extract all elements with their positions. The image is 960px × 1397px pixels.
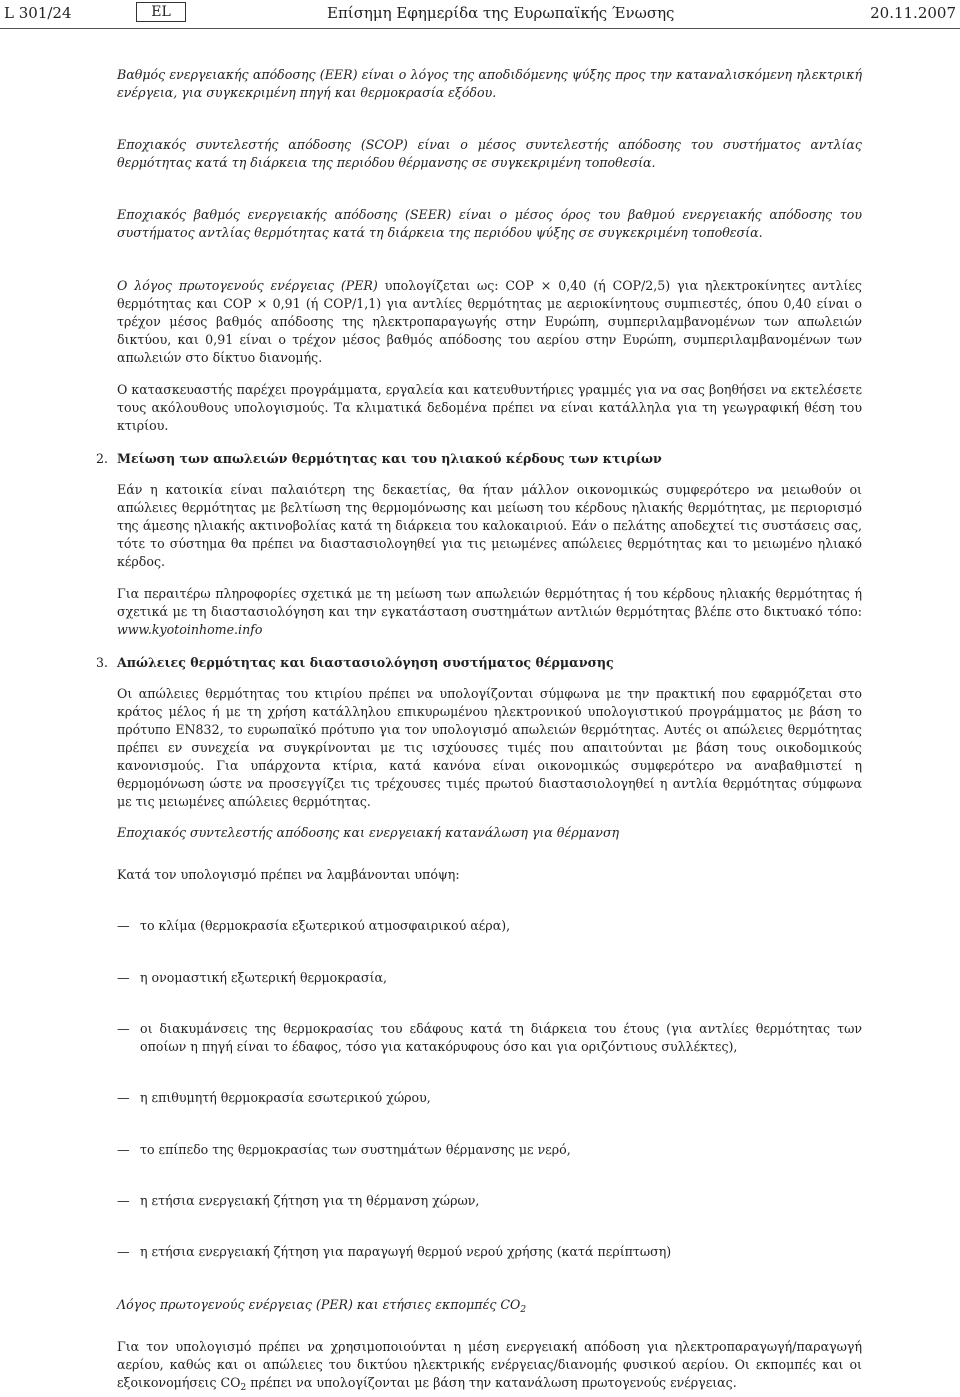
section-2-heading <box>96 450 862 468</box>
list-item: — η ονομαστική εξωτερική θερμοκρασία, <box>117 970 388 985</box>
list-item: — οι διακυμάνσεις της θερμοκρασίας του εδάφους κατά τη διάρκεια του έτους (για αντλίες θερμότητας των οποίων η πηγή είναι το έδαφος, τόσο για κατακόρυφους όσο και για οριζόντιους συλλέκτες), <box>117 1021 862 1054</box>
dash-bullet: — <box>117 1090 130 1105</box>
eer-definition: Βαθμός ενεργειακής απόδοσης (EER) είναι ο λόγος της αποδιδόμενης ψύξης προς την καταναλισκόμενη ηλεκτρική ενέργεια, για συγκεκριμένη πηγή και θερμοκρασία εξόδου. <box>117 67 862 100</box>
section-3-paragraph-1: Οι απώλειες θερμότητας του κτιρίου πρέπει να υπολογίζονται σύμφωνα με την πρακτική που εφαρμόζεται στο κράτος μέλος ή με τη χρήση κατάλληλου επικυρωμένου ηλεκτρονικού υπολογιστικού προγράμματος με βάση το πρότυπο EN832, το ευρωπαϊκό πρότυπο για τον υπολογισμό απωλειών θερμότητας. Αυτές οι απώλειες θερμότητας πρέπει εν συνεχεία να συγκρίνονται με τις ισχύουσες τιμές που απαιτούνται με βάση τους οικοδομικούς κανονισμούς. Για υπάρχοντα κτίρια, κατά κανόνα είναι οικονομικώς συμφερότερο να αναβαθμιστεί η θερμομόνωση ώστε να προσεγγίζει τις τρέχουσες τιμές πρωτού διαστασιολογηθεί η αντλία θερμότητας σύμφωνα με τις μειωμένες απώλειες θερμότητας. <box>117 686 862 809</box>
section-3-subheading-2: Λόγος πρωτογενούς ενέργειας (PER) και ετήσιες εκπομπές $CO_2$ <box>117 1297 527 1315</box>
section-2-paragraph-2-text: Για περαιτέρω πληροφορίες σχετικά με τη μείωση των απωλειών θερμότητας ή του κέρδους ηλιακής θερμότητας ή σχετικά με τη διαστασιολόγηση και την εγκατάσταση συστημάτων αντλιών θερμότητας βλέπε στο δικτυακό τόπο: <box>117 586 862 619</box>
dash-bullet: — <box>117 1142 130 1157</box>
page-reference: L 301/24 <box>4 4 72 22</box>
section-2-number: 2. <box>96 451 109 466</box>
section-2-title: Μείωση των απωλειών θερμότητας και του ηλιακού κέρδους των κτιρίων <box>117 451 662 466</box>
section-3-subheading-1: Εποχιακός συντελεστής απόδοσης και ενεργειακή κατανάλωση για θέρμανση <box>117 825 620 840</box>
publication-date: 20.11.2007 <box>870 4 956 22</box>
list-item: — η επιθυμητή θερμοκρασία εσωτερικού χώρου, <box>117 1090 431 1105</box>
header-divider <box>0 28 960 29</box>
seer-definition: Εποχιακός βαθμός ενεργειακής απόδοσης (SEER) είναι ο μέσος όρος του βαθμού ενεργειακής απόδοσης του συστήματος αντλίας θερμότητας κατά τη διάρκεια της περιόδου ψύξης σε συγκεκριμένη τοποθεσία. <box>117 207 862 240</box>
section-3-heading <box>96 654 862 672</box>
co2-subscript: 2 <box>240 1383 247 1393</box>
journal-title: Επίσημη Εφημερίδα της Ευρωπαϊκής Ένωσης <box>327 4 675 22</box>
dash-bullet: — <box>117 970 130 985</box>
dash-bullet: — <box>117 1021 130 1036</box>
per-text: υπολογίζεται ως: COP × 0,40 (ή COP/2,5) για ηλεκτροκίνητες αντλίες θερμότητας και COP × 0,91 (ή COP/1,1) για αντλίες θερμότητας με αεριοκίνητους συμπιεστές, όπου 0,40 είναι ο τρέχον μέσος βαθμός απόδοσης της ηλεκτροπαραγωγής στην Ευρώπη, συμπεριλαμβανομένων των απωλειών δικτύου, και 0,91 είναι ο τρέχον μέσος βαθμός απόδοσης του αερίου στην Ευρώπη, συμπεριλαμβανομένων των απωλειών στο δίκτυο διανομής. <box>117 278 862 365</box>
section-2-paragraph-1: Εάν η κατοικία είναι παλαιότερη της δεκαετίας, θα ήταν μάλλον οικονομικώς συμφερότερο να μειωθούν οι απώλειες θερμότητας με βελτίωση της θερμομόνωσης και μείωση του κέρδους ηλιακής θερμότητας, με περιορισμό της άμεσης ηλιακής ακτινοβολίας κατά τη διάρκεια του καλοκαιριού. Εάν ο πελάτης αποδεχτεί τις συστάσεις σας, τότε το σύστημα θα πρέπει να διαστασιολογηθεί για τις μειωμένες απώλειες θερμότητας και το μειωμένο ηλιακό κέρδος. <box>117 482 862 569</box>
section-2-paragraph-2 <box>117 585 862 639</box>
scop-definition: Εποχιακός συντελεστής απόδοσης (SCOP) είναι ο μέσος συντελεστής απόδοσης του συστήματος αντλίας θερμότητας κατά τη διάρκεια της περιόδου θέρμανσης σε συγκεκριμένη τοποθεσία. <box>117 137 862 170</box>
list-item: — το κλίμα (θερμοκρασία εξωτερικού ατμοσφαιρικού αέρα), <box>117 918 511 933</box>
co2-subscript: 2 <box>520 1305 527 1315</box>
per-label: Ο λόγος πρωτογενούς ενέργειας (PER) <box>117 278 378 293</box>
dash-bullet: — <box>117 1193 130 1208</box>
calculation-lead: Κατά τον υπολογισμό πρέπει να λαμβάνονται υπόψη: <box>117 867 460 882</box>
list-item: — το επίπεδο της θερμοκρασίας των συστημάτων θέρμανσης με νερό, <box>117 1142 571 1157</box>
list-item: — η ετήσια ενεργειακή ζήτηση για τη θέρμανση χώρων, <box>117 1193 480 1208</box>
list-item: — η ετήσια ενεργειακή ζήτηση για παραγωγή θερμού νερού χρήσης (κατά περίπτωση) <box>117 1244 672 1259</box>
dash-bullet: — <box>117 1244 130 1259</box>
manufacturer-paragraph: Ο κατασκευαστής παρέχει προγράμματα, εργαλεία και κατευθυντήριες γραμμές για να σας βοηθήσει να εκτελέσετε τους ακόλουθους υπολογισμούς. Τα κλιματικά δεδομένα πρέπει να είναι κατάλληλα για τη γεωγραφική θέση του κτιρίου. <box>117 382 862 433</box>
section-3-title: Απώλειες θερμότητας και διαστασιολόγηση συστήματος θέρμανσης <box>117 655 614 670</box>
section-3-paragraph-2: Για τον υπολογισμό πρέπει να χρησιμοποιούνται η μέση ενεργειακή απόδοση για ηλεκτροπαραγωγή/παραγωγή αερίου, καθώς και οι απώλειες του δικτύου ηλεκτρικής ενέργειας/διανομής φυσικού αερίου. Οι εκπομπές και οι εξοικονομήσεις $CO_2$ πρέπει να υπολογίζονται με βάση την κατανάλωση πρωτογενούς ενέργειας. <box>117 1339 862 1393</box>
per-definition <box>117 277 862 367</box>
page-header <box>0 2 960 28</box>
section-3-number: 3. <box>96 655 109 670</box>
language-badge: EL <box>136 2 186 22</box>
kyotoinhome-link[interactable]: www.kyotoinhome.info <box>117 622 263 637</box>
dash-bullet: — <box>117 918 130 933</box>
